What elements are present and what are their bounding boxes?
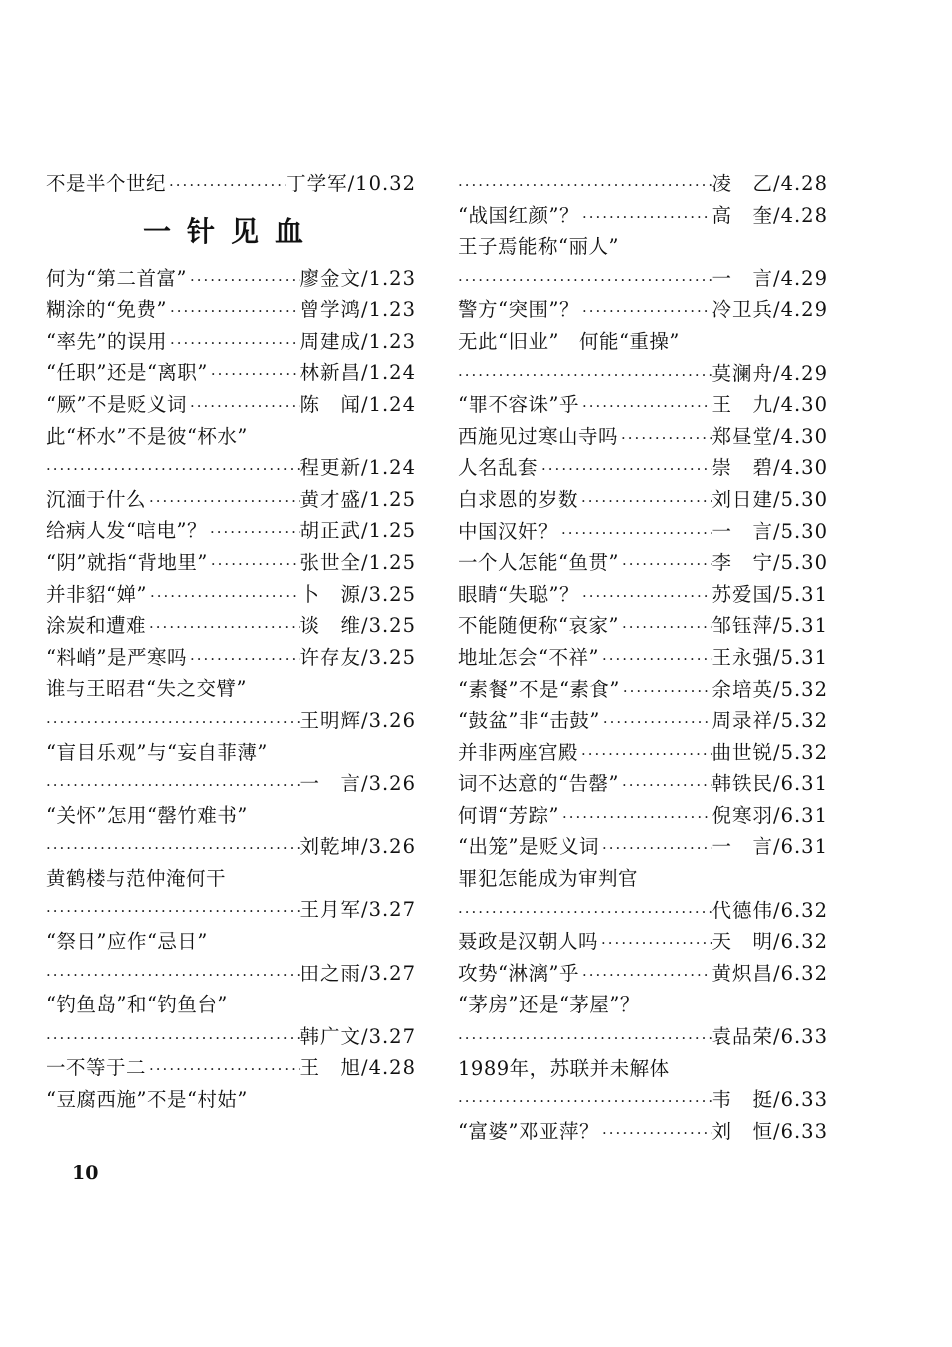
entry-title: “率先”的误用 (46, 329, 167, 353)
dot-leader (620, 676, 712, 708)
entry-title: 无此“旧业” 何能“重操” (458, 329, 680, 353)
toc-entry-line (46, 168, 416, 200)
entry-title: “盲目乐观”与“妄自菲薄” (46, 740, 268, 764)
entry-title: “茅房”还是“茅屋”？ (458, 993, 640, 1017)
entry-author-issue: 黄才盛/1.25 (299, 487, 416, 511)
entry-author-issue: 许存友/3.25 (299, 645, 416, 669)
entry-title: 不是半个世纪 (46, 172, 167, 195)
toc-entry-line (46, 1084, 416, 1116)
entry-title: 眼睛“失聪”？ (458, 582, 579, 606)
dot-leader (619, 549, 712, 581)
entry-author-issue: 王 九/4.30 (711, 393, 828, 417)
toc-entry-line (46, 421, 416, 453)
dot-leader (46, 960, 300, 992)
entry-title: “罪不容诛”乎 (458, 393, 579, 417)
toc-entry (46, 579, 416, 611)
dot-leader (46, 833, 300, 865)
toc-entry-line (46, 673, 416, 705)
toc-entry-line (458, 452, 828, 484)
entry-title: 沉湎于什么 (46, 487, 147, 511)
dot-leader (146, 486, 299, 518)
toc-entry-line (458, 831, 828, 863)
toc-entry (458, 989, 828, 1052)
toc-entry (46, 989, 416, 1052)
entry-author-issue: 苏爱国/5.31 (711, 582, 828, 606)
toc-entry-line (46, 515, 416, 547)
entry-author-issue: 韦 挺/6.33 (711, 1088, 828, 1112)
toc-entry-line (458, 389, 828, 421)
dot-leader (579, 391, 712, 423)
toc-entry (458, 674, 828, 706)
toc-entry-line (458, 200, 828, 232)
toc-entry (46, 737, 416, 800)
dot-leader (619, 770, 712, 802)
entry-title: 何为“第二首富” (46, 266, 187, 290)
entry-title: 地址怎会“不祥” (458, 645, 599, 669)
toc-entry (458, 452, 828, 484)
entry-author-issue: 一 言/4.29 (711, 266, 828, 290)
dot-leader (579, 296, 712, 328)
toc-entry-line (46, 452, 416, 484)
dot-leader (146, 612, 299, 644)
toc-entry-line (46, 989, 416, 1021)
dot-leader (559, 802, 712, 834)
toc-entry-line (458, 168, 828, 200)
toc-entry-line (458, 1116, 828, 1148)
entry-title: 词不达意的“告罄” (458, 772, 619, 796)
toc-entry (46, 800, 416, 863)
toc-entry-line (458, 421, 828, 453)
toc-entry (458, 231, 828, 294)
entry-title: 白求恩的岁数 (458, 487, 579, 511)
toc-entry (458, 642, 828, 674)
toc-entry (458, 705, 828, 737)
toc-entry-line (458, 737, 828, 769)
toc-entry-line (46, 800, 416, 832)
dot-leader (458, 1086, 712, 1118)
entry-title: 罪犯怎能成为审判官 (458, 867, 639, 891)
toc-entry (458, 547, 828, 579)
toc-entry-line (46, 1052, 416, 1084)
entry-author-issue: 王永强/5.31 (711, 645, 828, 669)
toc-entry-line (458, 895, 828, 927)
page-number: 10 (72, 1162, 99, 1184)
toc-entry-line (458, 610, 828, 642)
dot-leader (208, 359, 300, 391)
toc-entry-line (46, 958, 416, 990)
entry-author-issue: 郑昼堂/4.30 (711, 424, 828, 448)
toc-entry (46, 263, 416, 295)
entry-title: 并非貂“婵” (46, 582, 147, 606)
dot-leader (46, 896, 300, 928)
dot-leader (579, 202, 712, 234)
toc-entry-line (458, 358, 828, 390)
toc-entry-line (458, 958, 828, 990)
toc-entry-line (458, 642, 828, 674)
dot-leader (618, 423, 711, 455)
toc-entry (46, 547, 416, 579)
toc-entry-line (458, 263, 828, 295)
toc-entry (46, 389, 416, 421)
entry-title: “关怀”怎用“罄竹难书” (46, 803, 248, 827)
dot-leader (599, 833, 712, 865)
toc-right-column (458, 168, 828, 1147)
entry-title: 中国汉奸？ (458, 519, 559, 543)
dot-leader (147, 581, 300, 613)
entry-title: 涂炭和遭难 (46, 614, 147, 638)
entry-title: 糊涂的“免费” (46, 298, 167, 322)
dot-leader (146, 1054, 299, 1086)
entry-author-issue: 冷卫兵/4.29 (711, 298, 828, 322)
dot-leader (46, 1023, 300, 1055)
dot-leader (578, 739, 711, 771)
toc-entry-line (46, 768, 416, 800)
toc-entry (458, 863, 828, 926)
entry-title: 一不等于二 (46, 1056, 147, 1080)
entry-author-issue: 王明辉/3.26 (299, 708, 416, 732)
toc-entry-line (458, 516, 828, 548)
toc-entry-line (458, 863, 828, 895)
toc-entry-line (46, 579, 416, 611)
toc-left-column (46, 168, 416, 1116)
toc-entry (458, 958, 828, 990)
toc-entry (458, 1116, 828, 1148)
entry-author-issue: 田之雨/3.27 (299, 961, 416, 985)
entry-author-issue: 余培英/5.32 (711, 677, 828, 701)
entry-author-issue: 王月军/3.27 (299, 898, 416, 922)
toc-entry-line (46, 547, 416, 579)
toc-entry-line (46, 1021, 416, 1053)
toc-entry-line (458, 989, 828, 1021)
toc-entry-line (458, 926, 828, 958)
toc-entry-line (46, 357, 416, 389)
entry-author-issue: 周录祥/5.32 (711, 709, 828, 733)
toc-entry-line (458, 484, 828, 516)
entry-author-issue: 林新昌/1.24 (299, 361, 416, 385)
toc-entry (458, 1053, 828, 1116)
entry-author-issue: 曲世锐/5.32 (711, 740, 828, 764)
dot-leader (558, 518, 711, 550)
toc-entry-line (46, 263, 416, 295)
toc-entry (46, 168, 416, 200)
entry-author-issue: 程更新/1.24 (299, 456, 416, 480)
entry-author-issue: 高 奎/4.28 (711, 203, 828, 227)
toc-entry (458, 484, 828, 516)
dot-leader (599, 644, 712, 676)
entry-title: 一个人怎能“鱼贯” (458, 551, 619, 575)
toc-entry (458, 579, 828, 611)
toc-entry (46, 484, 416, 516)
entry-author-issue: 周建成/1.23 (299, 329, 416, 353)
toc-entry-line (46, 642, 416, 674)
toc-entry (458, 421, 828, 453)
entry-author-issue: 凌 乙/4.28 (711, 172, 828, 195)
entry-author-issue: 韩广文/3.27 (299, 1024, 416, 1048)
entry-title: “富婆”邓亚萍？ (458, 1119, 599, 1143)
toc-entry-line (46, 737, 416, 769)
entry-author-issue: 韩铁民/6.31 (711, 772, 828, 796)
entry-author-issue: 一 言/6.31 (711, 835, 828, 859)
entry-title: 黄鹤楼与范仲淹何干 (46, 866, 227, 890)
entry-title: 此“杯水”不是彼“杯水” (46, 424, 248, 448)
dot-leader (458, 1023, 712, 1055)
dot-leader (599, 1118, 712, 1150)
dot-leader (46, 454, 300, 486)
toc-entry (46, 863, 416, 926)
dot-leader (598, 928, 711, 960)
toc-entry-line (458, 547, 828, 579)
entry-title: “出笼”是贬义词 (458, 835, 599, 859)
entry-title: “厥”不是贬义词 (46, 392, 187, 416)
toc-entry-line (458, 1021, 828, 1053)
entry-author-issue: 刘乾坤/3.26 (299, 835, 416, 859)
toc-entry-line (46, 894, 416, 926)
entry-author-issue: 一 言/5.30 (711, 519, 828, 543)
entry-author-issue: 张世全/1.25 (299, 550, 416, 574)
entry-author-issue: 黄炽昌/6.32 (711, 961, 828, 985)
entry-title: 王子焉能称“丽人” (458, 235, 619, 259)
dot-leader (579, 960, 712, 992)
dot-leader (187, 391, 300, 423)
dot-leader (187, 644, 300, 676)
entry-author-issue: 代德伟/6.32 (711, 898, 828, 922)
entry-author-issue: 袁品荣/6.33 (711, 1025, 828, 1049)
toc-entry (458, 326, 828, 389)
dot-leader (579, 581, 712, 613)
entry-title: “祭日”应作“忌日” (46, 930, 208, 954)
dot-leader (166, 170, 286, 202)
entry-title: 谁与王昭君“失之交臂” (46, 677, 247, 701)
entry-title: 攻势“淋漓”乎 (458, 961, 579, 985)
toc-entry (458, 831, 828, 863)
toc-entry (458, 737, 828, 769)
toc-entry-line (46, 831, 416, 863)
toc-entry (46, 1084, 416, 1116)
toc-entry-line (46, 705, 416, 737)
entry-title: “任职”还是“离职” (46, 361, 208, 385)
entry-title: “素餐”不是“素食” (458, 677, 620, 701)
toc-entry-line (458, 579, 828, 611)
entry-title: 并非两座宫殿 (458, 740, 579, 764)
dot-leader (187, 265, 300, 297)
toc-entry (458, 610, 828, 642)
entry-author-issue: 刘日建/5.30 (711, 487, 828, 511)
dot-leader (46, 770, 300, 802)
toc-entry-line (458, 231, 828, 263)
entry-author-issue: 廖金文/1.23 (299, 266, 416, 290)
dot-leader (578, 486, 711, 518)
toc-entry-line (46, 389, 416, 421)
entry-author-issue: 谈 维/3.25 (299, 614, 416, 638)
toc-entry-line (46, 863, 416, 895)
toc-entry-line (458, 674, 828, 706)
toc-entry-line (458, 768, 828, 800)
entry-author-issue: 崇 碧/4.30 (711, 456, 828, 480)
toc-entry (46, 642, 416, 674)
dot-leader (167, 328, 300, 360)
entry-author-issue: 刘 恒/6.33 (711, 1119, 828, 1143)
toc-entry (46, 926, 416, 989)
toc-entry (458, 800, 828, 832)
entry-title: 西施见过寒山寺吗 (458, 424, 619, 448)
toc-entry-line (458, 800, 828, 832)
toc-entry-line (458, 1084, 828, 1116)
entry-title: “战国红颜”？ (458, 203, 579, 227)
toc-entry-line (46, 326, 416, 358)
entry-author-issue: 邹钰萍/5.31 (711, 614, 828, 638)
entry-author-issue: 莫澜舟/4.29 (711, 361, 828, 385)
entry-title: 何谓“芳踪” (458, 803, 559, 827)
toc-entry-line (46, 294, 416, 326)
toc-entry (46, 610, 416, 642)
entry-title: 警方“突围”？ (458, 298, 579, 322)
toc-entry (46, 1052, 416, 1084)
toc-entry (458, 768, 828, 800)
entry-title: “鼓盆”非“击鼓” (458, 709, 600, 733)
entry-title: 人名乱套 (458, 456, 539, 480)
toc-entry-line (46, 610, 416, 642)
entry-author-issue: 卜 源/3.25 (299, 582, 416, 606)
entry-author-issue: 王 旭/4.28 (299, 1056, 416, 1080)
dot-leader (458, 265, 712, 297)
entry-author-issue: 陈 闻/1.24 (299, 392, 416, 416)
dot-leader (600, 707, 712, 739)
toc-entry (458, 294, 828, 326)
toc-entry-line (458, 294, 828, 326)
entry-title: “料峭”是严寒吗 (46, 645, 187, 669)
toc-entry (46, 326, 416, 358)
toc-entry (46, 673, 416, 736)
toc-entry-line (458, 705, 828, 737)
dot-leader (538, 454, 711, 486)
dot-leader (46, 707, 300, 739)
entry-author-issue: 胡正武/1.25 (299, 519, 416, 543)
entry-author-issue: 天 明/6.32 (711, 930, 828, 954)
dot-leader (458, 897, 712, 929)
toc-entry (46, 294, 416, 326)
dot-leader (167, 296, 300, 328)
entry-author-issue: 丁学军/10.32 (286, 172, 416, 195)
toc-entry-line (458, 1053, 828, 1085)
entry-author-issue: 倪寒羽/6.31 (711, 803, 828, 827)
toc-entry (46, 515, 416, 547)
entry-title: “豆腐西施”不是“村姑” (46, 1088, 248, 1112)
toc-entry (458, 168, 828, 200)
toc-entry-line (46, 484, 416, 516)
dot-leader (619, 612, 712, 644)
entry-title: 1989年，苏联并未解体 (458, 1056, 670, 1080)
toc-entry-line (458, 326, 828, 358)
entry-title: “阴”就指“背地里” (46, 550, 208, 574)
dot-leader (458, 360, 712, 392)
toc-entry (458, 200, 828, 232)
toc-entry (458, 516, 828, 548)
toc-entry (46, 357, 416, 389)
entry-author-issue: 一 言/3.26 (299, 772, 416, 796)
toc-entry (46, 421, 416, 484)
entry-author-issue: 曾学鸿/1.23 (299, 298, 416, 322)
entry-title: 给病人发“唁电”？ (46, 519, 207, 543)
toc-entry (458, 926, 828, 958)
toc-entry-line (46, 926, 416, 958)
entry-author-issue: 李 宁/5.30 (711, 551, 828, 575)
dot-leader (458, 170, 712, 202)
section-heading: 一针见血 (142, 214, 319, 248)
dot-leader (207, 517, 300, 549)
toc-entry (458, 389, 828, 421)
entry-title: 不能随便称“哀家” (458, 614, 619, 638)
dot-leader (208, 549, 300, 581)
entry-title: 聂政是汉朝人吗 (458, 930, 599, 954)
entry-title: “钓鱼岛”和“钓鱼台” (46, 993, 228, 1017)
